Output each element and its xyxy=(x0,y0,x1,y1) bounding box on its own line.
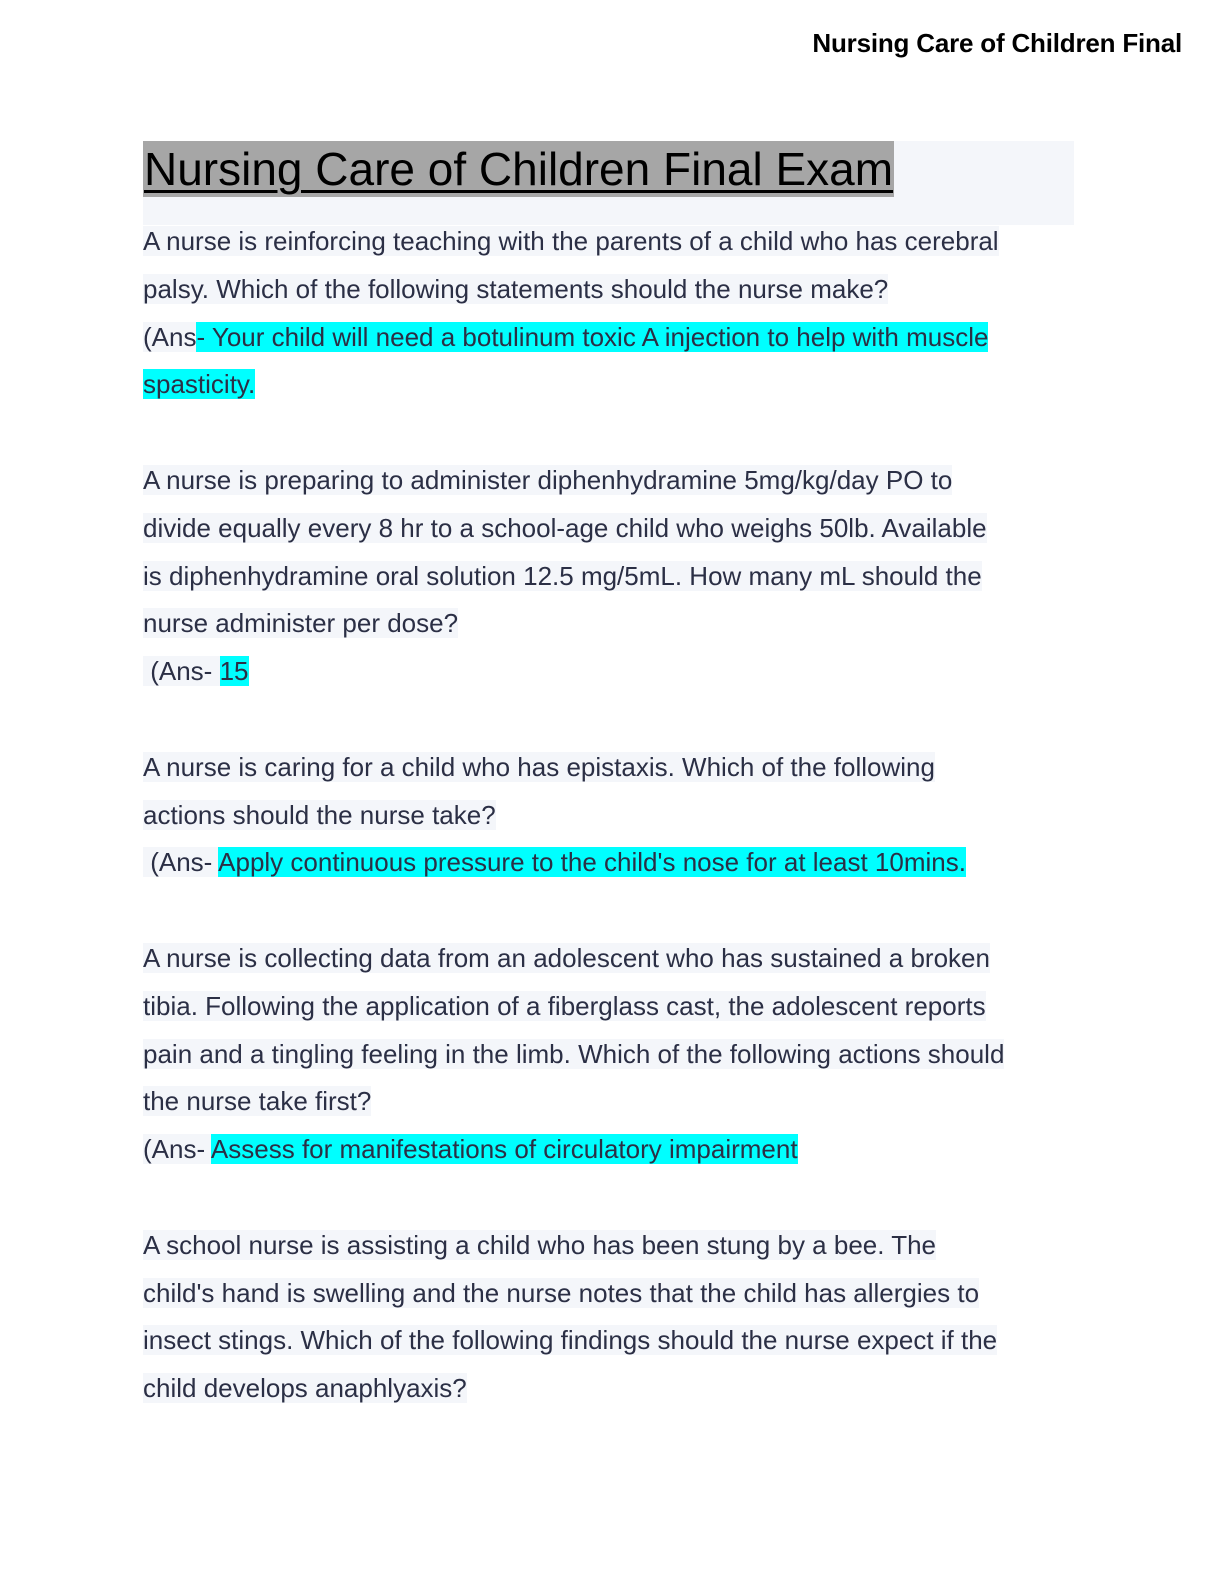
question-text: insect stings. Which of the following findings should the nurse expect if the xyxy=(143,1325,998,1356)
question-list xyxy=(143,218,1083,1461)
answer-prefix: (Ans- xyxy=(143,656,220,687)
answer-text: spasticity. xyxy=(143,369,256,400)
question-line xyxy=(143,935,1083,983)
document-title-block xyxy=(143,141,1074,225)
answer-line xyxy=(143,839,1083,887)
question-block xyxy=(143,935,1083,1174)
question-text: palsy. Which of the following statements should the nurse make? xyxy=(143,273,889,304)
question-line xyxy=(143,983,1083,1031)
answer-text: - Your child will need a botulinum toxic A injection to help with muscle xyxy=(196,321,989,352)
question-block xyxy=(143,218,1083,409)
question-line xyxy=(143,218,1083,266)
question-line xyxy=(143,1222,1083,1270)
question-line xyxy=(143,553,1083,601)
running-header: Nursing Care of Children Final xyxy=(812,28,1182,58)
question-line xyxy=(143,1270,1083,1318)
question-text: divide equally every 8 hr to a school-age child who weighs 50lb. Available xyxy=(143,512,987,543)
answer-prefix: (Ans- xyxy=(143,1134,211,1165)
question-line xyxy=(143,792,1083,840)
question-text: nurse administer per dose? xyxy=(143,608,459,639)
question-line xyxy=(143,457,1083,505)
answer-line xyxy=(143,648,1083,696)
answer-text: Assess for manifestations of circulatory impairment xyxy=(210,1134,798,1165)
question-text: actions should the nurse take? xyxy=(143,799,496,830)
question-text: tibia. Following the application of a fiberglass cast, the adolescent reports xyxy=(143,990,986,1021)
answer-line xyxy=(143,1126,1083,1174)
question-text: child develops anaphlyaxis? xyxy=(143,1373,467,1404)
answer-prefix: (Ans xyxy=(143,321,197,352)
question-text: A nurse is collecting data from an adolescent who has sustained a broken xyxy=(143,942,990,973)
answer-line xyxy=(143,314,1083,362)
question-text: is diphenhydramine oral solution 12.5 mg/5mL. How many mL should the xyxy=(143,560,982,591)
question-line xyxy=(143,600,1083,648)
question-text: pain and a tingling feeling in the limb. Which of the following actions should xyxy=(143,1038,1005,1069)
question-line xyxy=(143,1078,1083,1126)
question-line xyxy=(143,1365,1083,1413)
document-title: Nursing Care of Children Final Exam xyxy=(144,143,894,195)
question-line xyxy=(143,266,1083,314)
question-line xyxy=(143,1031,1083,1079)
answer-line xyxy=(143,361,1083,409)
answer-text: Apply continuous pressure to the child's nose for at least 10mins. xyxy=(218,847,966,878)
question-text: A nurse is caring for a child who has epistaxis. Which of the following xyxy=(143,751,935,782)
question-line xyxy=(143,744,1083,792)
question-text: A school nurse is assisting a child who has been stung by a bee. The xyxy=(143,1229,937,1260)
answer-text: 15 xyxy=(219,656,249,687)
question-text: A nurse is reinforcing teaching with the parents of a child who has cerebral xyxy=(143,226,999,256)
question-text: the nurse take first? xyxy=(143,1086,372,1117)
question-block xyxy=(143,457,1083,696)
question-line xyxy=(143,1317,1083,1365)
question-line xyxy=(143,505,1083,553)
answer-prefix: (Ans- xyxy=(143,847,219,878)
question-block xyxy=(143,1222,1083,1413)
question-text: child's hand is swelling and the nurse notes that the child has allergies to xyxy=(143,1277,980,1308)
question-text: A nurse is preparing to administer diphenhydramine 5mg/kg/day PO to xyxy=(143,464,953,495)
question-block xyxy=(143,744,1083,887)
